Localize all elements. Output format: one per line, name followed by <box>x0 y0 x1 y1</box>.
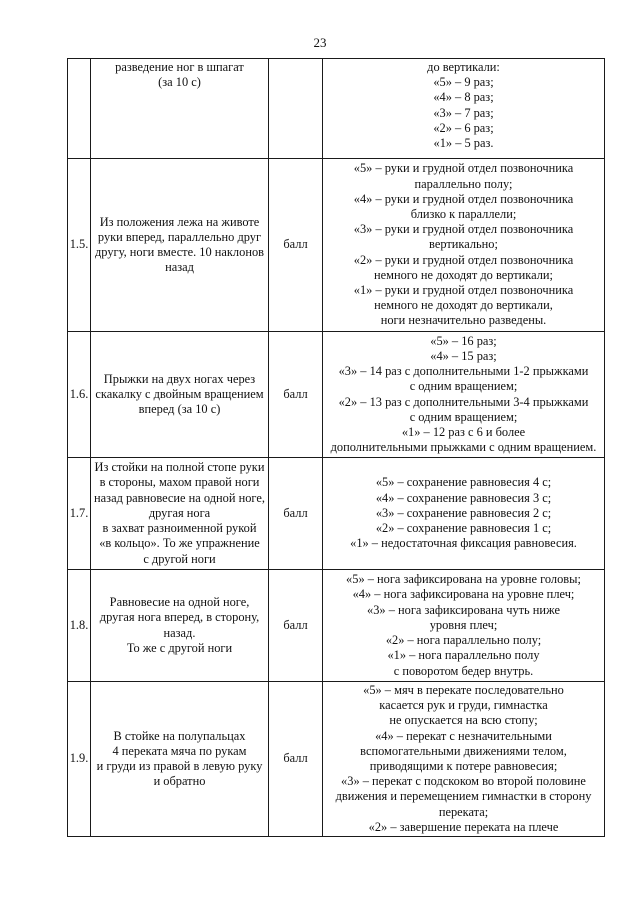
criteria-line: немного не доходят до вертикали; <box>373 267 553 282</box>
criteria-line: «3» – 7 раз; <box>433 105 494 120</box>
table-row <box>68 59 605 159</box>
exercise-line: Из положения лежа на животе <box>99 214 260 229</box>
row-number: 1.7. <box>68 458 91 570</box>
exercise-line: и груди из правой в левую руку <box>96 759 263 774</box>
criteria-line: «3» – руки и грудной отдел позвоночника <box>353 222 574 237</box>
criteria-line: «5» – нога зафиксирована на уровне головы; <box>346 572 581 587</box>
criteria-line: с поворотом бедер внутрь. <box>393 663 534 678</box>
exercise-line: Прыжки на двух ногах через <box>103 371 256 386</box>
page-number: 23 <box>313 35 327 50</box>
criteria-line: дополнительными прыжками с одним вращением. <box>330 440 597 455</box>
exercise-line: другая нога вперед, в сторону, <box>99 610 260 625</box>
exercise-line: (за 10 с) <box>158 75 201 90</box>
exercise-line: В стойке на полупальцах <box>113 728 246 743</box>
exercise-line: назад <box>165 260 194 275</box>
row-number: 1.8. <box>68 570 91 682</box>
exercise-line: назад равновесие на одной ноге, <box>94 490 265 505</box>
exercise-line: с другой ноги <box>143 551 216 566</box>
exercise-line: в захват разноименной рукой <box>102 521 257 536</box>
criteria-line: «2» – завершение переката на плече <box>368 819 559 834</box>
criteria-line: «1» – 5 раз. <box>433 136 494 151</box>
table-row <box>68 682 605 837</box>
criteria-line: «3» – перекат с подскоком во второй половине <box>341 774 586 789</box>
table-row <box>68 332 605 458</box>
criteria-line: переката; <box>438 804 489 819</box>
unit-cell: балл <box>269 682 323 837</box>
exercise-line: разведение ног в шпагат <box>115 60 244 74</box>
row-number: 1.9. <box>68 682 91 837</box>
criteria-cell <box>323 682 605 837</box>
criteria-line: «2» – 13 раз с дополнительными 3-4 прыжками <box>338 394 589 409</box>
criteria-line: «2» – сохранение равновесия 1 с; <box>375 521 552 536</box>
criteria-line: вертикально; <box>429 237 498 252</box>
criteria-line: движения и перемещением гимнастки в сторону <box>335 789 592 804</box>
criteria-line: не опускается на всю стопу; <box>389 713 538 728</box>
exercise-line: Из стойки на полной стопе руки <box>94 460 265 475</box>
criteria-line: до вертикали: <box>427 60 500 74</box>
criteria-line: «4» – сохранение равновесия 3 с; <box>375 490 552 505</box>
exercise-line: 4 переката мяча по рукам <box>112 743 247 758</box>
criteria-line: «3» – 14 раз с дополнительными 1-2 прыжками <box>338 364 589 379</box>
criteria-line: «2» – 6 раз; <box>433 120 494 135</box>
criteria-cell <box>323 59 605 159</box>
criteria-line: «5» – сохранение равновесия 4 с; <box>375 475 552 490</box>
exercise-line: в стороны, махом правой ноги <box>99 475 260 490</box>
exercise-cell <box>91 59 269 159</box>
exercise-cell <box>91 682 269 837</box>
unit-cell: балл <box>269 458 323 570</box>
exercise-line: Равновесие на одной ноге, <box>109 595 250 610</box>
exercise-cell <box>91 570 269 682</box>
unit-cell: балл <box>269 159 323 332</box>
criteria-cell <box>323 570 605 682</box>
exercise-line: скакалку с двойным вращением <box>95 386 264 401</box>
criteria-line: «2» – нога параллельно полу; <box>385 633 542 648</box>
criteria-line: «3» – сохранение равновесия 2 с; <box>375 505 552 520</box>
criteria-line: «5» – 16 раз; <box>430 333 497 348</box>
criteria-line: «5» – 9 раз; <box>433 75 494 90</box>
criteria-line: «4» – 15 раз; <box>430 348 497 363</box>
standards-table <box>67 58 605 837</box>
criteria-line: вспомогательными движениями телом, <box>360 743 567 758</box>
criteria-line: «1» – нога параллельно полу <box>387 648 540 663</box>
criteria-line: немного не доходят до вертикали, <box>374 298 553 313</box>
criteria-cell <box>323 332 605 458</box>
exercise-line: назад. <box>163 625 196 640</box>
exercise-line: То же с другой ноги <box>126 640 233 655</box>
criteria-line: «1» – руки и грудной отдел позвоночника <box>353 283 574 297</box>
row-number: 1.6. <box>68 332 91 458</box>
row-number: 1.5. <box>68 159 91 332</box>
criteria-line: касается рук и груди, гимнастка <box>379 698 548 713</box>
exercise-line: и обратно <box>153 774 206 789</box>
criteria-line: «4» – 8 раз; <box>433 90 494 105</box>
criteria-line: с одним вращением; <box>409 409 518 424</box>
exercise-cell <box>91 159 269 332</box>
criteria-line: параллельно полу; <box>414 176 513 191</box>
exercise-line: другая нога <box>148 505 211 520</box>
row-number <box>68 59 91 159</box>
criteria-line: близко к параллели; <box>410 206 517 221</box>
criteria-line: с одним вращением; <box>409 379 518 394</box>
criteria-cell <box>323 458 605 570</box>
exercise-line: «в кольцо». То же упражнение <box>99 536 260 551</box>
unit-cell: балл <box>269 332 323 458</box>
exercise-line: вперед (за 10 с) <box>138 402 221 417</box>
table-row <box>68 570 605 682</box>
criteria-line: «2» – руки и грудной отдел позвоночника <box>353 252 574 267</box>
unit-cell <box>269 59 323 159</box>
table-row <box>68 458 605 570</box>
exercise-cell <box>91 458 269 570</box>
criteria-line: «5» – мяч в перекате последовательно <box>363 683 564 697</box>
criteria-line: «4» – руки и грудной отдел позвоночника <box>353 191 574 206</box>
unit-cell: балл <box>269 570 323 682</box>
criteria-line: «1» – недостаточная фиксация равновесия. <box>350 536 577 551</box>
exercise-cell <box>91 332 269 458</box>
criteria-line: ноги незначительно разведены. <box>380 313 547 328</box>
criteria-line: «5» – руки и грудной отдел позвоночника <box>353 161 574 176</box>
criteria-line: уровня плеч; <box>429 617 498 632</box>
criteria-cell <box>323 159 605 332</box>
criteria-line: «1» – 12 раз с 6 и более <box>401 424 526 439</box>
table-row <box>68 159 605 332</box>
criteria-line: «4» – нога зафиксирована на уровне плеч; <box>352 587 575 602</box>
exercise-line: другу, ноги вместе. 10 наклонов <box>95 245 264 259</box>
criteria-line: приводящими к потере равновесия; <box>369 759 558 774</box>
criteria-line: «3» – нога зафиксирована чуть ниже <box>367 602 560 617</box>
exercise-line: руки вперед, параллельно друг <box>97 229 262 244</box>
criteria-line: «4» – перекат с незначительными <box>375 728 552 743</box>
